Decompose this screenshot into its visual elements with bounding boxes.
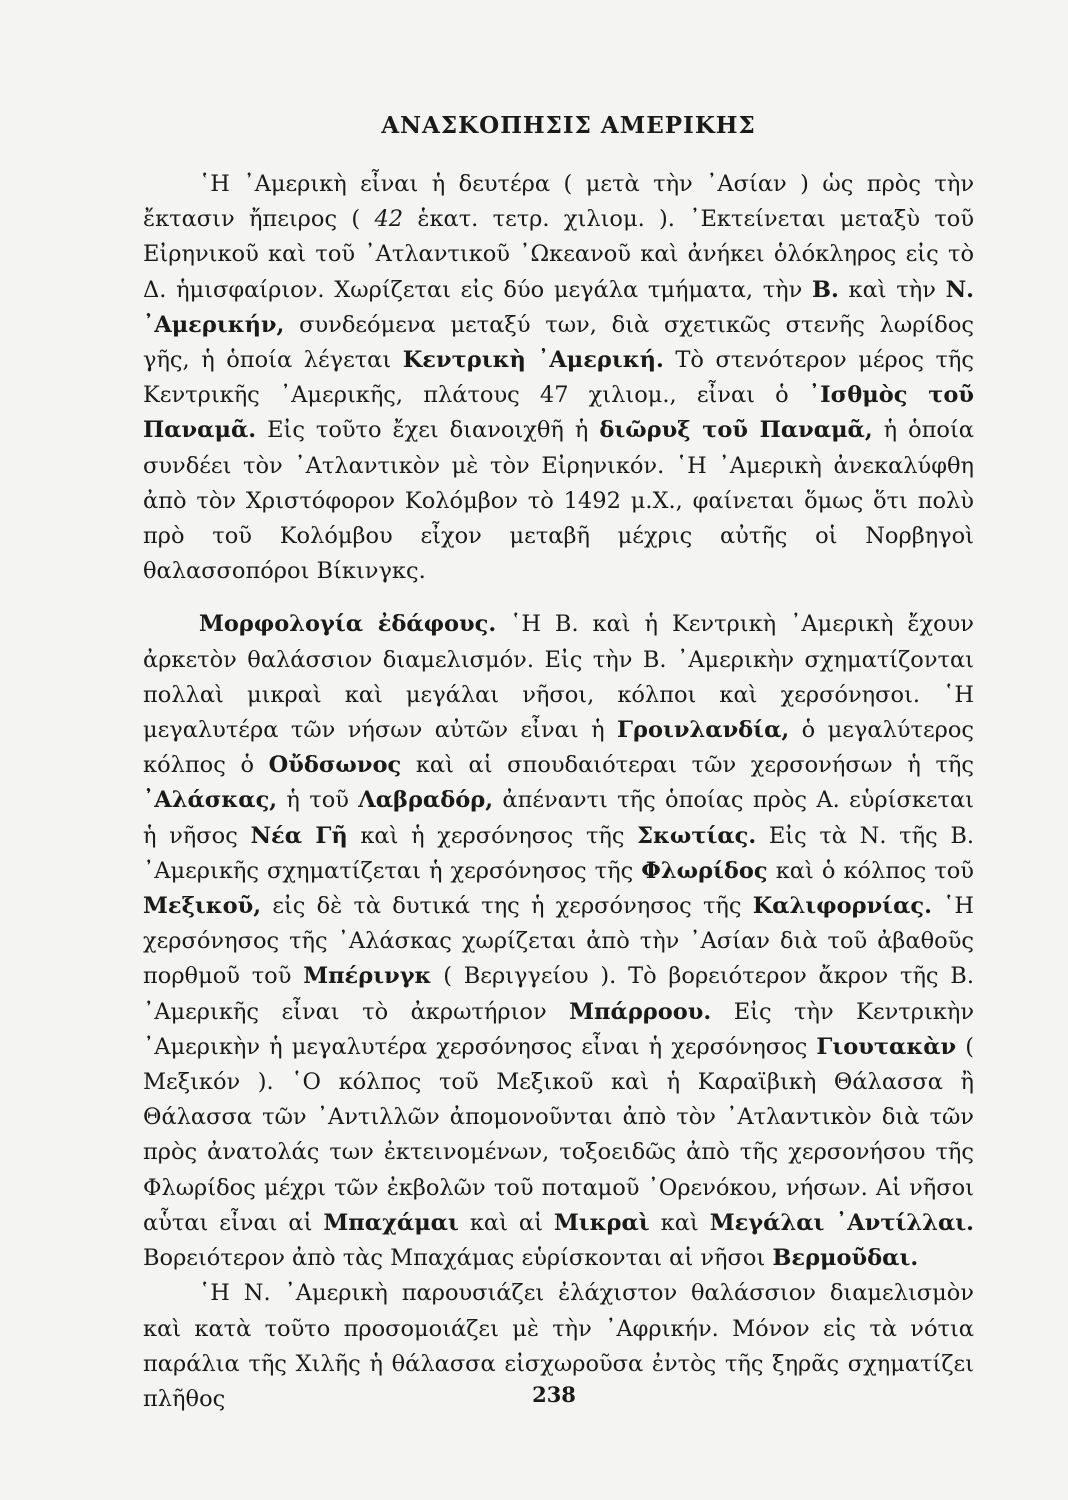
text-run: ῾Η Ν. ᾿Αμερικὴ παρουσιάζει ἐλάχιστον θαλάσσιον διαμελισμὸν καὶ κατὰ τοῦτο προσομοιάζει μὲ τὴν ᾿Αφρικήν. Μόνον εἰς τὰ νότια παράλια τῆς Χιλῆς ἡ θάλασσα εἰσχωροῦσα ἐντὸς τῆς ξηρᾶς σχηματίζει πλῆθος: [143, 1280, 974, 1412]
section-heading: Μορφολογία ἐδάφους.: [199, 611, 497, 638]
text-run: Εἰς τὴν Κεντρικὴν ᾿Αμερικὴν ἡ μεγαλυτέρα χερσόνησος εἶναι ἡ χερσόνησος: [143, 998, 975, 1060]
text-run: ῾Η ᾿Αμερικὴ εἶναι ἡ δευτέρα ( μετὰ τὴν ᾿Ασίαν ) ὡς πρὸς τὴν ἔκτασιν ἤπειρος (: [143, 171, 974, 233]
text-run: ῾Η χερσόνησος τῆς ᾿Αλάσκας χωρίζεται ἀπὸ τὴν ᾿Ασίαν διὰ τοῦ ἀβαθοῦς πορθμοῦ τοῦ: [143, 893, 974, 990]
bold-term: ᾿Αλάσκας,: [143, 787, 278, 814]
text-run: ( Βεριγγείου ). Τὸ βορειότερον ἄκρον τῆς Β. ᾿Αμερικῆς εἶναι τὸ ἀκρωτήριον: [143, 963, 974, 1025]
text-run: ἡ τοῦ: [277, 787, 359, 814]
text-run: ἡ ὁποία συνδέει τὸν ᾿Ατλαντικὸν μὲ τὸν Εἰρηνικόν. ῾Η ᾿Αμερικὴ ἀνεκαλύφθη ἀπὸ τὸν Χριστόφορον Κολόμβον τὸ 1492 μ.Χ., φαίνεται ὅμως ὅτι πολὺ πρὸ τοῦ Κολόμβου εἶχον μεταβῆ μέχρις αὐτῆς οἱ Νορβηγοὶ θαλασσοπόροι Βίκινγκς.: [143, 417, 974, 585]
bold-term: Σκωτίας.: [637, 822, 757, 849]
text-run: καὶ αἱ: [458, 1209, 554, 1236]
text-run: καὶ ἡ χερσόνησος τῆς: [347, 822, 638, 849]
bold-term: Μπαχάμαι: [323, 1209, 459, 1236]
text-run: ἑκατ. τετρ. χιλιομ. ). ᾿Εκτείνεται μεταξὺ τοῦ Εἰρηνικοῦ καὶ τοῦ ᾿Ατλαντικοῦ ᾿Ωκεανοῦ καὶ ἀνήκει ὁλόκληρος εἰς τὸ Δ. ἡμισφαίριον. Χωρίζεται εἰς δύο μεγάλα τμήματα, τὴν: [143, 206, 974, 303]
bold-term: Καλιφορνίας.: [752, 893, 932, 920]
bold-term: Β.: [812, 276, 839, 303]
bold-term: Βερμοῦδαι.: [772, 1245, 919, 1272]
italic-number: 42: [374, 206, 404, 233]
page-title: ΑΝΑΣΚΟΠΗΣΙΣ ΑΜΕΡΙΚΗΣ: [381, 112, 756, 139]
bold-term: Μπάρροου.: [569, 998, 712, 1025]
bold-term: Οὔδσωνος: [268, 752, 402, 779]
bold-term: Μεξικοῦ,: [143, 893, 262, 920]
bold-term: Μεγάλαι ᾿Αντίλλαι.: [709, 1209, 974, 1236]
paragraph-intro: [143, 167, 974, 589]
bold-term: Γροινλανδία,: [617, 717, 790, 744]
bold-term: Φλωρίδος: [641, 857, 768, 884]
bold-term: Λαβραδόρ,: [358, 787, 494, 814]
text-run: Τὸ στενότερον μέρος τῆς Κεντρικῆς ᾿Αμερικῆς, πλάτους 47 χιλιομ., εἶναι ὁ: [143, 347, 974, 409]
text-run: εἰς δὲ τὰ δυτικά της ἡ χερσόνησος τῆς: [261, 893, 753, 920]
bold-term: διῶρυξ τοῦ Παναμᾶ,: [599, 417, 873, 444]
bold-term: ᾿Ισθμὸς τοῦ Παναμᾶ.: [143, 382, 974, 444]
text-run: Εἰς τοῦτο ἔχει διανοιχθῆ ἡ: [256, 417, 600, 444]
text-run: καὶ αἱ σπουδαιότεραι τῶν χερσονήσων ἡ τῆς: [401, 752, 974, 779]
bold-term: Ν. ᾿Αμερικήν,: [143, 276, 974, 338]
text-run: καὶ: [649, 1209, 710, 1236]
text-run: ὁ μεγαλύτερος κόλπος ὁ: [143, 717, 974, 779]
text-run: Εἰς τὰ Ν. τῆς Β. ᾿Αμερικῆς σχηματίζεται ἡ χερσόνησος τῆς: [143, 822, 975, 884]
bold-term: Κεντρικὴ ᾿Αμερική.: [402, 347, 664, 374]
bold-term: Γιουτακὰν: [816, 1033, 957, 1060]
text-run: καὶ ὁ κόλπος τοῦ: [767, 857, 974, 884]
bold-term: Μικραὶ: [553, 1209, 650, 1236]
text-run: ῾Η Β. καὶ ἡ Κεντρικὴ ᾿Αμερικὴ ἔχουν ἀρκετὸν θαλάσσιον διαμελισμόν. Εἰς τὴν Β. ᾿Αμερικὴν σχηματίζονται πολλαὶ μικραὶ καὶ μεγάλαι νῆσοι, κόλποι καὶ χερσόνησοι. ῾Η μεγαλυτέρα τῶν νήσων αὐτῶν εἶναι ἡ: [143, 611, 974, 744]
text-run: συνδεόμενα μεταξύ των, διὰ σχετικῶς στενῆς λωρίδος γῆς, ἡ ὁποία λέγεται: [143, 311, 974, 374]
bold-term: Μπέρινγκ: [303, 963, 432, 990]
bold-term: Νέα Γῆ: [250, 822, 348, 849]
page-number: 238: [532, 1382, 576, 1407]
text-run: ἀπέναντι τῆς ὁποίας πρὸς Α. εὑρίσκεται ἡ νῆσος: [143, 787, 975, 849]
text-run: καὶ τὴν: [838, 276, 946, 303]
paragraph-morphology: [143, 607, 974, 1276]
text-run: ( Μεξικόν ). ῾Ο κόλπος τοῦ Μεξικοῦ καὶ ἡ Καραϊβικὴ Θάλασσα ἢ Θάλασσα τῶν ᾿Αντιλλῶν ἀπομονοῦνται ἀπὸ τὸν ᾿Ατλαντικὸν διὰ τῶν πρὸς ἀνατολάς των ἐκτεινομένων, τοξοειδῶς ἀπὸ τῆς χερσονήσου τῆς Φλωρίδος μέχρι τῶν ἐκβολῶν τοῦ ποταμοῦ ᾿Ορενόκου, νήσων. Αἱ νῆσοι αὗται εἶναι αἱ: [143, 1033, 974, 1236]
text-run: Βορειότερον ἀπὸ τὰς Μπαχάμας εὑρίσκονται αἱ νῆσοι: [143, 1245, 773, 1272]
